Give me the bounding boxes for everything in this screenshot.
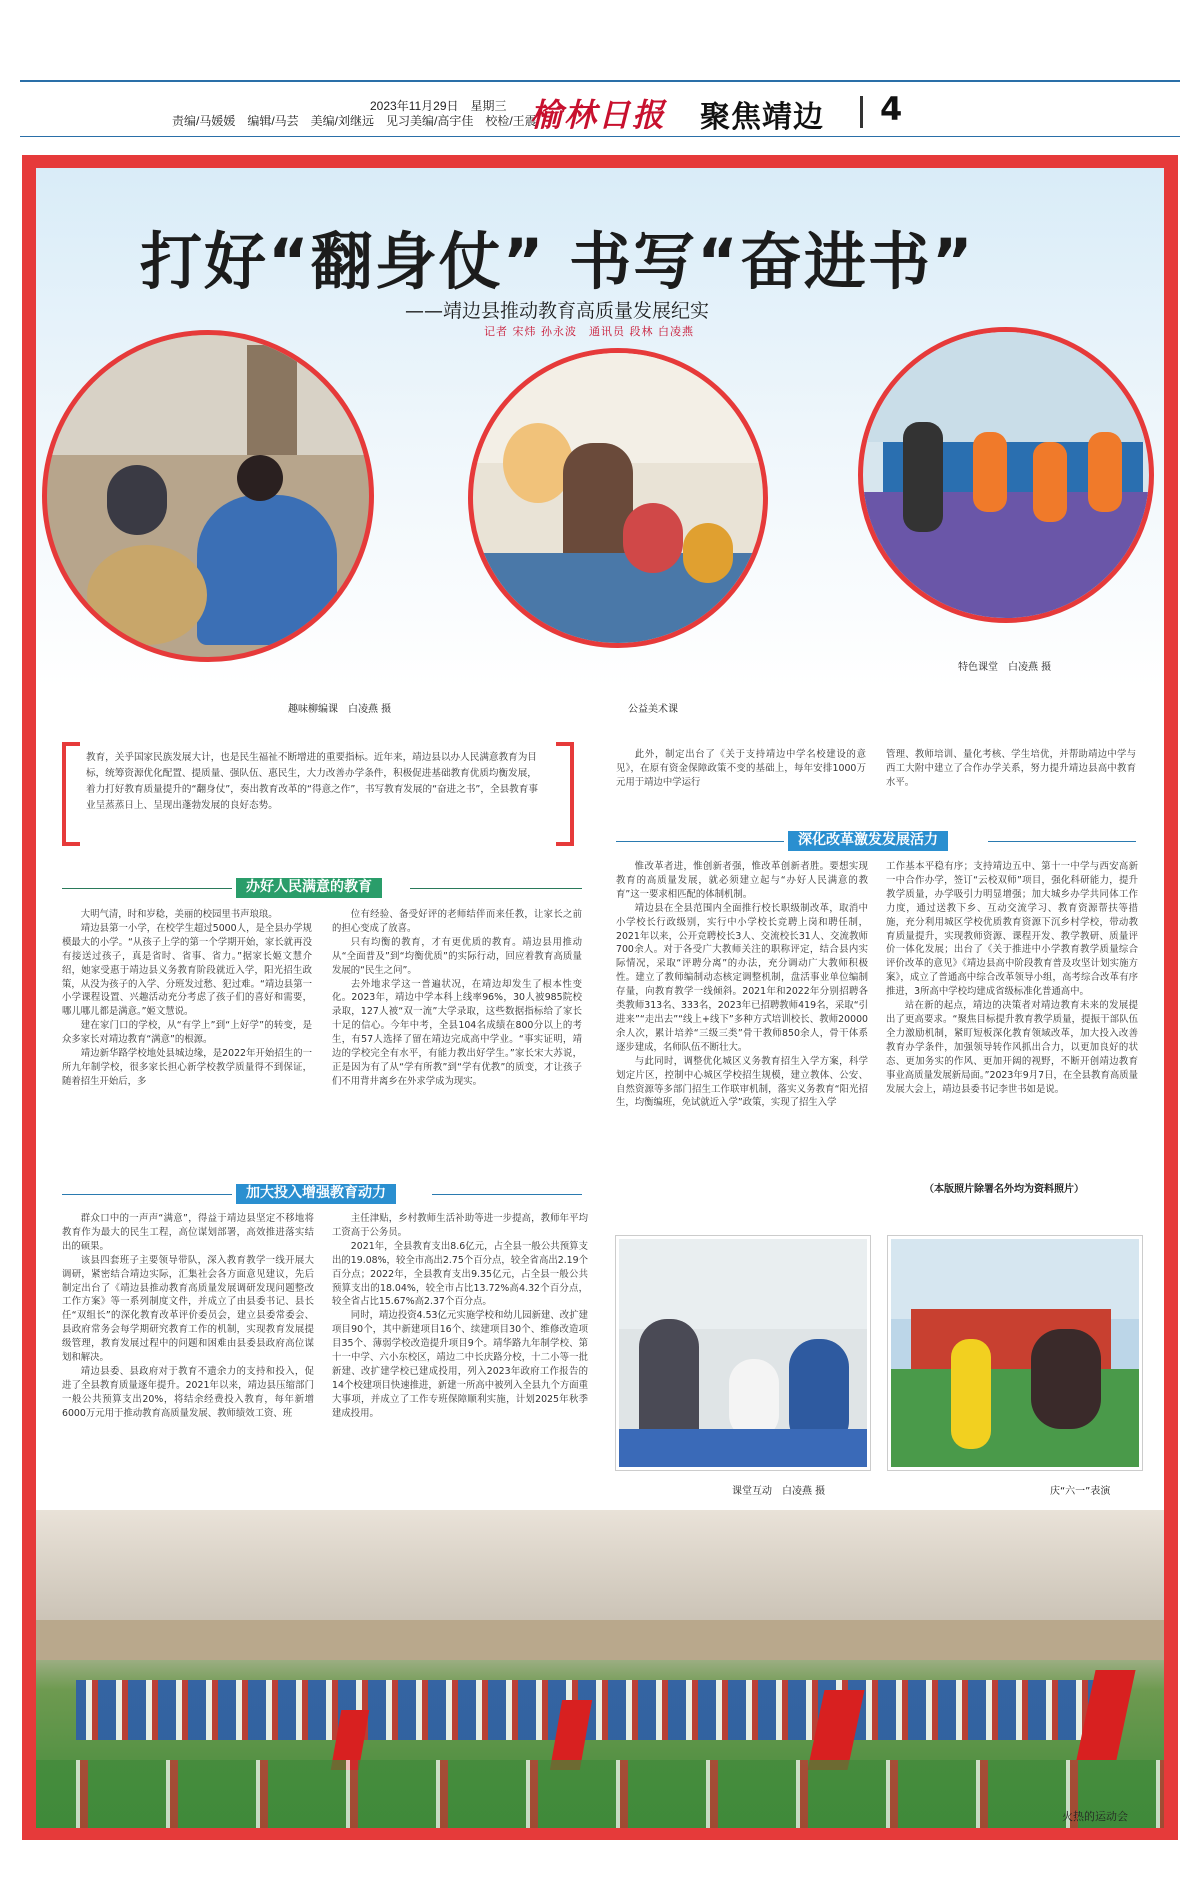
section3-column-a [616,860,868,1110]
intro-bracket-right [556,742,574,846]
photo-credit-note: （本版照片除署名外均为资料照片） [924,1184,1084,1195]
article-byline: 记者 宋炜 孙永波 通讯员 段林 白凌燕 [484,325,694,338]
paragraph: 只有均衡的教育，才有更优质的教育。靖边县用推动从“全面普及”到“均衡优质”的实际行动，回应着教育高质量发展的“民生之问”。 [332,936,582,976]
masthead-bottom-rule [20,136,1180,137]
paragraph: 2021年，全县教育支出8.6亿元，占全县一般公共预算支出的19.08%，较全市高出2.75个百分点，较全省高出2.19个百分点；2022年，全县教育支出9.35亿元，占全县一般公共预算支出的18.04%，较全市占比13.72%高4.32个百分点，较全省占比15.67%高2.37个百分点。 [332,1240,588,1308]
photo3-caption: 特色课堂 白凌燕 摄 [958,662,1052,673]
paragraph: 建在家门口的学校，从“有学上”到“上好学”的转变，是众多家长对靖边教育“满意”的根源。 [62,1020,312,1046]
section3-rule-right [988,841,1136,842]
article-subtitle: ——靖边县推动教育高质量发展纪实 [405,300,710,322]
photo-childrens-day-show [888,1236,1142,1470]
paragraph: 与此同时，调整优化城区义务教育招生入学方案，科学划定片区，控制中心城区学校招生规模，建立教体、公安、自然资源等多部门招生工作联审机制，落实义务教育“阳光招生，均衡编班，免试就近入学”政策，实现了招生入学 [616,1055,868,1109]
paragraph: 靖边县第一小学，在校学生超过5000人，是全县办学规模最大的小学。“从孩子上学的第一个学期开始，家长就再没有接送过孩子，真是省时、省事、省力。”据家长姬文慧介绍，她家受惠于靖边县义务教育阶段就近入学，阳光招生政策，从没为孩子的入学、分班发过愁、犯过难。“靖边县第一小学课程设置、兴趣活动充分考虑了孩子们的喜好和需要，哪儿哪儿都是满意。”姬文慧说。 [62,922,312,1018]
section2-column-a [62,1212,314,1421]
section3-heading: 深化改革激发发展活力 [788,831,948,851]
paragraph: 惟改革者进，惟创新者强，惟改革创新者胜。要想实现教育的高质量发展，就必须建立起与“办好人民满意的教育”这一要求相匹配的体制机制。 [616,861,868,900]
paragraph: 同时，靖边投资4.53亿元实施学校和幼儿园新建、改扩建项目90个，其中新建项目16个、续建项目30个、维修改造项目35个、薄弱学校改造提升项目9个。靖华路九年制学校、第十一中学、六小东校区，靖边二中长庆路分校，十二小等一批新建、改扩建学校已建成投用，列入2023年政府工作报告的14个校建项目快速推进，新建一所高中被列入全县九个方面重大事项，并成立了工作专班保障顺利实施，计划2025年秋季建成投用。 [332,1310,588,1419]
section2-rule-left [62,1194,232,1195]
paragraph: 站在新的起点，靖边的决策者对靖边教育未来的发展提出了更高要求。“聚焦目标提升教育教学质量，提振干部队伍全力激励机制，紧盯短板深化教育领域改革，加大投入改善教育办学条件，加强领导转作风抓出合力，以更加良好的状态、更加务实的作风、更加开阔的视野，不断开创靖边教育事业高质量发展新局面。”2023年9月7日，在全县教育高质量发展大会上，靖边县委书记李世书如是说。 [886,1000,1138,1095]
paragraph: 靖边县在全县范围内全面推行校长职级制改革，取消中小学校长行政级别，实行中小学校长竞聘上岗和聘任制，2021年以来，公开竞聘校长3人、交流校长31人、交流教师700余人。对于各受广大教师关注的职称评定，结合县内实际情况，采取“评聘分离”的办法，充分调动广大教师积极性。建立了教师编制动态核定调整机制，盘活事业单位编制存量，向教育教学一线倾斜。2021年和2022年分别招聘各类教师313名、333名，2023年已招聘教师419名，采取“引进来”“走出去”“线上+线下”多种方式培训校长、教师20000余人次，累计培养“三级三类”骨干教师850余人，骨干体系逐步建成，名师队伍不断壮大。 [616,902,868,1053]
photo5-caption: 庆“六一”表演 [1050,1486,1111,1497]
paragraph: 靖边县委、县政府对于教育不遗余力的支持和投入，促进了全县教育质量逐年提升。2021年以来，靖边县压缩部门一般公共预算支出20%，将结余经费投入教育，每年新增6000万元用于推动教育高质量发展、教师绩效工资、班 [62,1365,314,1419]
section2-rule-right [432,1194,582,1195]
paragraph: 管理、教师培训、量化考核、学生培优，并帮助靖边中学与西工大附中建立了合作办学关系，努力提升靖边县高中教育水平。 [886,749,1136,788]
masthead-divider [860,96,863,128]
photo-sports-meet [36,1510,1164,1828]
paragraph: 主任津贴，乡村教师生活补助等进一步提高，教师年平均工资高于公务员。 [332,1213,588,1238]
section2-column-b [332,1212,588,1421]
section1-rule-right [410,888,582,889]
paragraph: 工作基本平稳有序；支持靖边五中、第十一中学与西安高新一中合作办学，签订“云校双师”项目，强化科研能力，提升教学质量，办学吸引力明显增强；加大城乡办学共同体工作力度，通过送教下乡、互动交流学习、教育资源帮扶等措施，充分利用城区学校优质教育资源下沉乡村学校，带动教育质量提升，实现教师资源、课程开发、教学教研、质量评价一体化发展；出台了《关于推进中小学教育教学质量综合评价改革的意见》《靖边县高中阶段教育普及攻坚计划实施方案》，成立了普通高中综合改革领导小组，高考综合改革有序推进，3所高中学校均建成省级标准化普通高中。 [886,861,1138,998]
issue-date: 2023年11月29日 星期三 [370,99,507,113]
article-intro: 教育，关乎国家民族发展大计，也是民生福祉不断增进的重要指标。近年来，靖边县以办人民满意教育为目标，统筹资源优化配置、提质量、强队伍、惠民生，大力改善办学条件，积极促进基础教育优质均衡发展，着力打好教育质量提升的“翻身仗”，奏出教育改革的“得意之作”，书写教育发展的“奋进之书”，全县教育事业呈蒸蒸日上、呈现出蓬勃发展的良好态势。 [86,752,538,811]
intro-bracket-left [62,742,80,846]
paragraph: 去外地求学这一普遍状况，在靖边却发生了根本性变化。2023年，靖边中学本科上线率96%，30人被985院校录取，127人被“双一流”大学录取，这些数据指标给了家长十足的信心。今年中考，全县104名成绩在800分以上的考生，有57人选择了留在靖边完成高中学业。“事实证明，靖边的学校完全有水平，有能力教出好学生。”家长宋大苏说，正是因为有了从“学有所教”到“学有优教”的质变，才让孩子们不用背井离乡在外求学成为现实。 [332,978,582,1087]
section3-rule-left [616,841,784,842]
section2-heading: 加大投入增强教育动力 [236,1184,396,1204]
photo-art-class [468,348,768,648]
photo-classroom-interaction [616,1236,870,1470]
paragraph: 大明气清，时和岁稔，美丽的校园里书声琅琅。 [80,909,278,920]
paragraph: 该县四套班子主要领导带队，深入教育教学一线开展大调研，紧密结合靖边实际，汇集社会各方面意见建议，先后制定出台了《靖边县推动教育高质量发展调研发现问题整改工作方案》等一系列制度文件，并成立了由县委书记、县长任“双组长”的深化教育改革评价委员会，建立县委常委会、县政府常务会每学期研究教育工作的机制，实现教育发展提级管理，教育发展过程中的问题和困难由县委县政府高位谋划和解决。 [62,1254,314,1364]
photo-weaving-class [42,330,374,662]
newspaper-logo: 榆林日报 [530,96,667,134]
paragraph: 此外，制定出台了《关于支持靖边中学名校建设的意见》，在原有资金保障政策不变的基础上，每年安排1000万元用于靖边中学运行 [616,749,866,788]
section1-heading: 办好人民满意的教育 [236,878,382,898]
editor-credits: 责编/马媛媛 编辑/马芸 美编/刘继远 见习美编/高宇佳 校检/王震 [172,114,537,128]
section3-lead-a [616,748,866,790]
photo-table-tennis [858,327,1154,623]
section1-column-a [62,908,312,1089]
section1-rule-left [62,888,232,889]
paragraph: 靖边新华路学校地处县城边缘，是2022年开始招生的一所九年制学校，很多家长担心新学校教学质量得不到保证，随着招生开始后，多 [62,1048,312,1087]
photo1-caption: 趣味柳编课 白凌燕 摄 [288,704,392,715]
section-title: 聚焦靖边 [700,100,824,135]
photo4-caption: 课堂互动 白凌燕 摄 [732,1486,826,1497]
section3-lead-b [886,748,1136,790]
section1-column-b [332,908,582,1089]
paragraph: 位有经验、备受好评的老师结伴而来任教，让家长之前的担心变成了放喜。 [332,909,582,934]
photo2-caption: 公益美术课 [628,704,678,715]
top-rule [20,80,1180,82]
paragraph: 群众口中的一声声“满意”，得益于靖边县坚定不移地将教育作为最大的民生工程，高位谋划部署，高效推进落实结出的硕果。 [62,1213,314,1252]
page-number: 4 [880,90,903,128]
article-title: 打好“翻身仗” 书写“奋进书” [140,225,975,298]
section3-column-b [886,860,1138,1096]
photo6-caption: 火热的运动会 [1062,1810,1128,1823]
